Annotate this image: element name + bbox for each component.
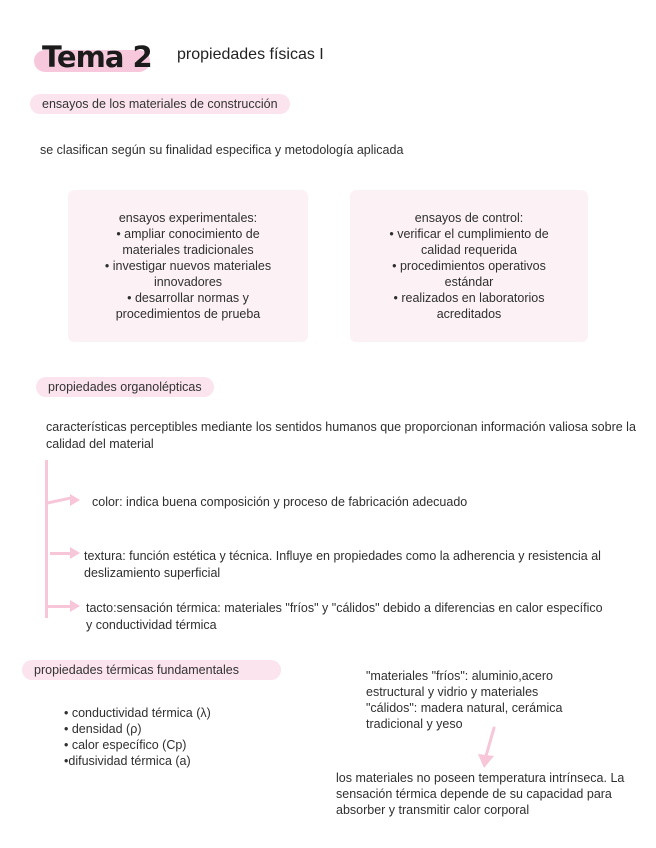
box-line: • desarrollar normas y — [127, 291, 249, 305]
box-line: • investigar nuevos materiales — [104, 259, 272, 273]
section-heading-ensayos: ensayos de los materiales de construcción — [30, 94, 290, 114]
box-ensayos-control — [350, 190, 588, 342]
prop-tacto: tacto:sensación térmica: materiales "fríos" y "cálidos" debido a diferencias en calor específico y conductividad térmica — [86, 601, 603, 632]
arrow-right-icon — [70, 494, 80, 506]
box-line: calidad requerida — [421, 243, 517, 257]
arrow-shaft-textura — [50, 552, 72, 555]
prop-color: color: indica buena composición y proceso de fabricación adecuado — [92, 495, 468, 509]
box-line: • verificar el cumplimiento de — [389, 227, 549, 241]
arrow-right-icon — [70, 547, 80, 559]
box-title: ensayos de control: — [414, 211, 524, 225]
note-materiales-frios: "materiales "fríos": aluminio,acero estructural y vidrio y materiales — [366, 669, 553, 699]
box-ensayos-experimentales — [68, 190, 308, 342]
list-item: •difusividad térmica (a) — [64, 754, 191, 768]
box-line: • ampliar conocimiento de — [116, 227, 260, 241]
box-line: estándar — [444, 275, 494, 289]
box-line: • procedimientos operativos — [392, 259, 546, 273]
page-title-block — [34, 40, 152, 74]
page-subtitle: propiedades físicas I — [177, 46, 324, 63]
list-item: • calor específico (Cp) — [64, 738, 187, 752]
arrow-down-icon — [472, 726, 502, 770]
branch-line — [45, 460, 48, 618]
box-line: • realizados en laboratorios — [393, 291, 545, 305]
arrow-shaft-color — [45, 497, 71, 505]
box-line: acreditados — [436, 307, 502, 321]
box-title: ensayos experimentales: — [118, 211, 258, 225]
box-line: materiales tradicionales — [122, 243, 254, 257]
box-line: innovadores — [153, 275, 223, 289]
note-materiales-calidos: "cálidos": madera natural, cerámica tradicional y yeso — [366, 701, 563, 731]
prop-textura: textura: función estética y técnica. Influye en propiedades como la adherencia y resistencia al deslizamiento superficial — [84, 549, 601, 580]
section-heading-organolepticas: propiedades organolépticas — [36, 377, 214, 397]
thermal-props-list — [64, 705, 211, 769]
section-heading-termicas: propiedades térmicas fundamentales — [22, 660, 281, 680]
arrow-shaft-tacto — [48, 605, 72, 608]
section-intro-organolepticas: características perceptibles mediante los sentidos humanos que proporcionan información valiosa sobre la calidad del material — [46, 420, 636, 451]
thermal-conclusion: los materiales no poseen temperatura intrínseca. La sensación térmica depende de su capacidad para absorber y transmitir calor corporal — [336, 771, 625, 817]
list-item: • densidad (ρ) — [64, 722, 142, 736]
arrow-right-icon — [70, 600, 80, 612]
page-title: Tema 2 — [42, 40, 152, 74]
section-intro-ensayos: se clasifican según su finalidad especifica y metodología aplicada — [40, 143, 404, 157]
list-item: • conductividad térmica (λ) — [64, 706, 211, 720]
box-line: procedimientos de prueba — [115, 307, 261, 321]
